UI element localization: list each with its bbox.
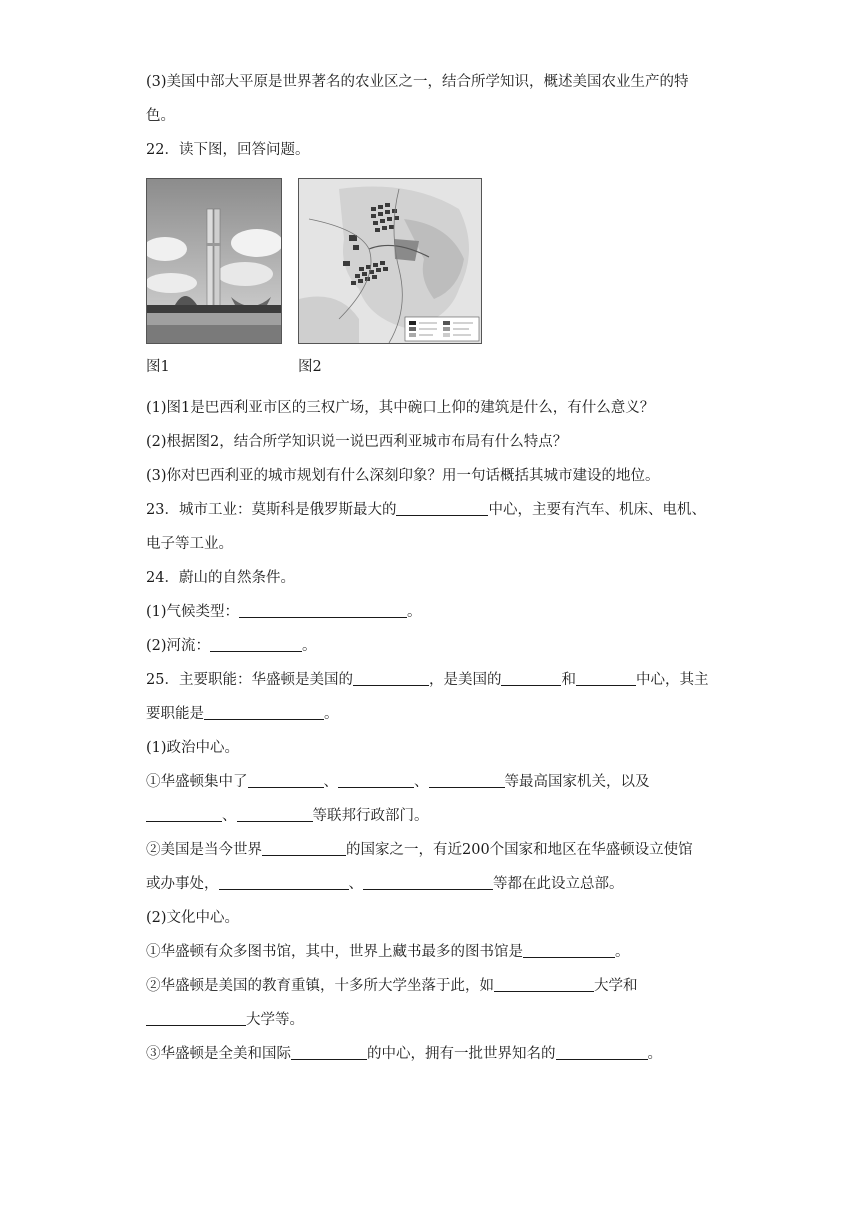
answer-blank[interactable]	[239, 602, 407, 618]
q23-line1: 23．城市工业：莫斯科是俄罗斯最大的 中心，主要有汽车、机床、电机、	[146, 502, 706, 518]
q21-part3-line1: (3)美国中部大平原是世界著名的农业区之一，结合所学知识，概述美国农业生产的特	[146, 74, 689, 90]
answer-blank[interactable]	[353, 670, 429, 686]
q25-section1-heading: (1)政治中心。	[146, 740, 240, 756]
q25-s2-item2-line1: ②华盛顿是美国的教育重镇，十多所大学坐落于此，如 大学和	[146, 978, 638, 994]
answer-blank[interactable]	[204, 704, 324, 720]
figure2-caption: 图2	[298, 359, 322, 375]
q24-stem: 24．蔚山的自然条件。	[146, 570, 295, 586]
q22-part2: (2)根据图2，结合所学知识说一说巴西利亚城市布局有什么特点？	[146, 434, 568, 450]
answer-blank[interactable]	[291, 1044, 367, 1060]
q22-stem: 22．读下图，回答问题。	[146, 142, 310, 158]
q25-s2-item3: ③华盛顿是全美和国际 的中心，拥有一批世界知名的 。	[146, 1046, 662, 1062]
answer-blank[interactable]	[338, 772, 414, 788]
answer-blank[interactable]	[248, 772, 324, 788]
city-map-image	[299, 179, 481, 343]
q25-s2-item2-line2: 大学等。	[146, 1010, 304, 1030]
answer-blank[interactable]	[523, 942, 615, 958]
q23-line2: 电子等工业。	[146, 536, 233, 552]
answer-blank[interactable]	[210, 636, 302, 652]
q25-s2-item1: ①华盛顿有众多图书馆，其中，世界上藏书最多的图书馆是 。	[146, 944, 630, 960]
answer-blank[interactable]	[556, 1044, 648, 1060]
q24-part2: (2)河流： 。	[146, 638, 317, 654]
answer-blank[interactable]	[237, 806, 313, 822]
q25-line1: 25．主要职能：华盛顿是美国的 ，是美国的 和 中心，其主	[146, 672, 709, 688]
answer-blank[interactable]	[576, 670, 636, 686]
answer-blank[interactable]	[429, 772, 505, 788]
q25-s1-item2-line1: ②美国是当今世界 的国家之一，有近200个国家和地区在华盛顿设立使馆	[146, 842, 693, 858]
q21-part3-line2: 色。	[146, 108, 175, 124]
answer-blank[interactable]	[363, 874, 493, 890]
q25-s1-item1-line2: 、 等联邦行政部门。	[146, 806, 429, 826]
answer-blank[interactable]	[219, 874, 349, 890]
q22-part3: (3)你对巴西利亚的城市规划有什么深刻印象？用一句话概括其城市建设的地位。	[146, 468, 660, 484]
answer-blank[interactable]	[146, 806, 222, 822]
figure1-caption: 图1	[146, 359, 170, 375]
answer-blank[interactable]	[494, 976, 594, 992]
answer-blank[interactable]	[146, 1010, 246, 1026]
answer-blank[interactable]	[501, 670, 561, 686]
answer-blank[interactable]	[262, 840, 346, 856]
answer-blank[interactable]	[396, 500, 488, 516]
q25-section2-heading: (2)文化中心。	[146, 910, 240, 926]
figure2-city-map	[298, 178, 482, 344]
q22-part1: (1)图1是巴西利亚市区的三权广场，其中碗口上仰的建筑是什么，有什么意义？	[146, 400, 655, 416]
q25-s1-item2-line2: 或办事处， 、 等都在此设立总部。	[146, 876, 624, 892]
q24-part1: (1)气候类型： 。	[146, 604, 422, 620]
plaza-photo-image	[147, 179, 281, 343]
q25-s1-item1-line1: ①华盛顿集中了 、 、 等最高国家机关，以及	[146, 774, 650, 790]
q25-line2: 要职能是 。	[146, 706, 339, 722]
figure1-plaza-photo	[146, 178, 282, 344]
